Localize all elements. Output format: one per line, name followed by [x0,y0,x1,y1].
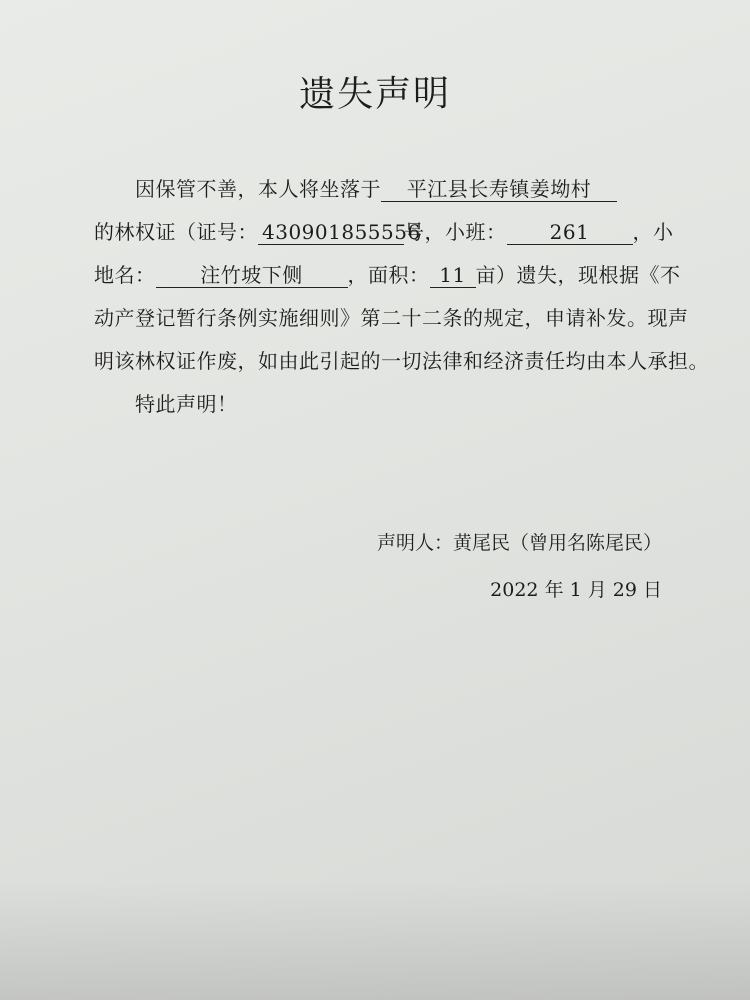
text-segment: 因保管不善，本人将坐落于 [135,177,381,201]
place-name-field: 注竹坡下侧 [156,263,348,288]
plot-number-field: 261 [507,220,633,245]
text-segment: 地名： [94,263,156,287]
text-segment: 号，小班： [404,220,507,244]
text-segment: ，小 [632,220,674,244]
area-field: 11 [430,263,476,288]
certificate-number-field: 430901855556 [258,220,404,245]
location-field: 平江县长寿镇姜坳村 [381,177,617,202]
page-title: 遗失声明 [298,73,452,116]
statement-line-4: 动产登记暂行条例实施细则》第二十二条的规定，申请补发。现声 [94,306,689,330]
signature-block [377,520,662,614]
statement-body [94,168,709,426]
statement-line-2 [94,211,694,254]
statement-line-1 [94,168,694,211]
text-segment: ，面积： [347,263,430,287]
declarant-name: 声明人：黄尾民（曾用名陈尾民） [376,532,662,554]
closing-line: 特此声明！ [135,392,238,416]
statement-line-5: 明该林权证作废，如由此引起的一切法律和经济责任均由本人承担。 [94,349,709,373]
declaration-date: 2022 年 1 月 29 日 [490,579,662,601]
text-segment: 亩）遗失，现根据《不 [475,263,681,287]
statement-line-3 [94,254,694,297]
text-segment: 的林权证（证号： [94,220,258,244]
